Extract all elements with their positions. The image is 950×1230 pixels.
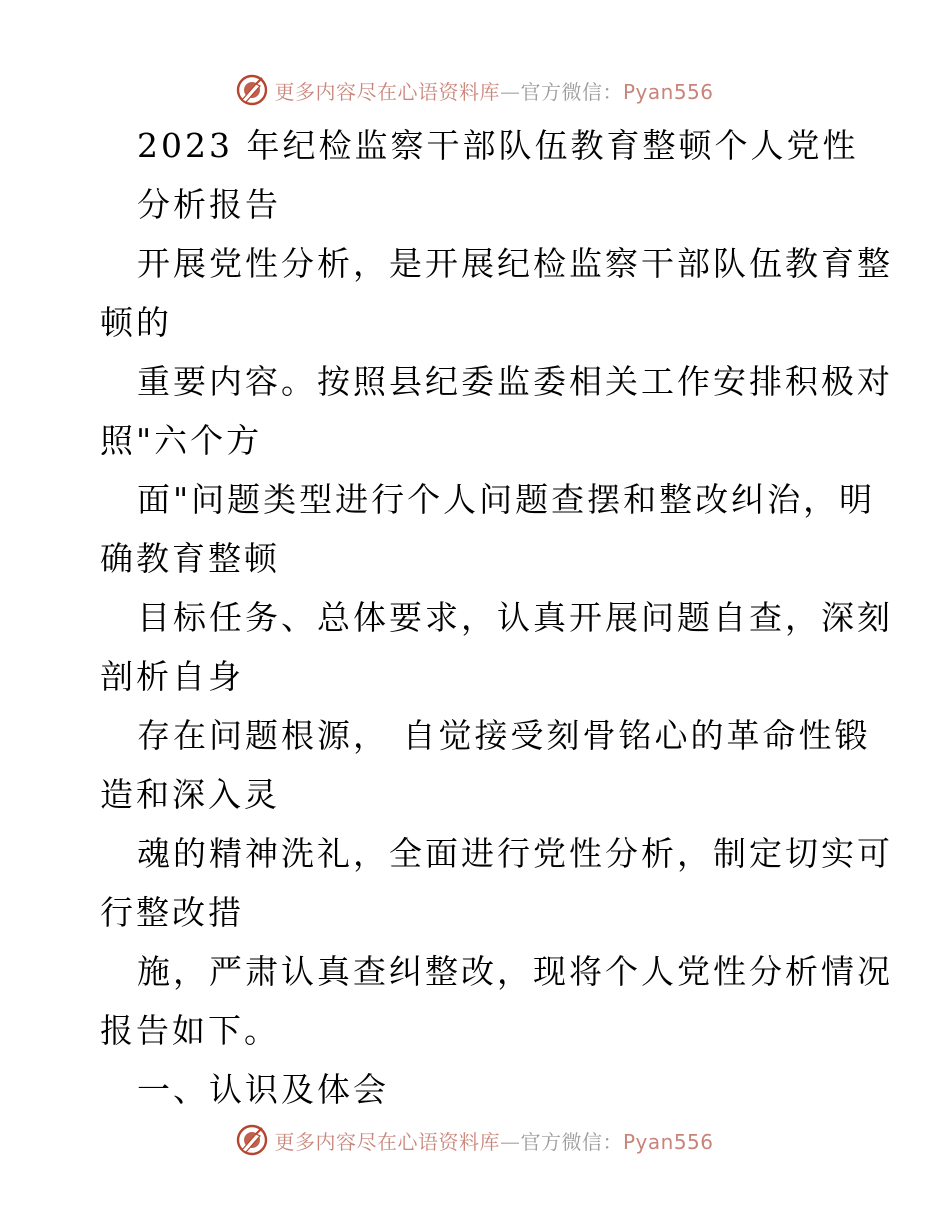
doc-line: 目标任务、总体要求，认真开展问题自查，深刻 — [137, 598, 893, 637]
document-body — [100, 116, 893, 1119]
doc-line: 造和深入灵 — [100, 775, 280, 814]
pen-seal-icon — [236, 74, 268, 106]
doc-line: 确教育整顿 — [100, 539, 280, 578]
doc-line: 2023 年纪检监察干部队伍教育整顿个人党性 — [137, 126, 859, 165]
doc-line: 分析报告 — [137, 185, 281, 224]
footer-watermark — [0, 1120, 950, 1160]
watermark-text — [274, 1126, 713, 1155]
watermark-wechat-id: Pyan556 — [622, 1129, 714, 1154]
doc-line: 照"六个方 — [100, 421, 263, 460]
doc-line: 重要内容。按照县纪委监委相关工作安排积极对 — [137, 362, 893, 401]
watermark-wechat-id: Pyan556 — [622, 79, 714, 104]
doc-line: 剖析自身 — [100, 657, 244, 696]
watermark-site-text: 更多内容尽在心语资料库 — [274, 1129, 500, 1154]
doc-line: 顿的 — [100, 303, 172, 342]
watermark-label: 官方微信： — [520, 79, 623, 104]
watermark-dash: — — [499, 79, 521, 104]
doc-line: 报告如下。 — [100, 1011, 280, 1050]
doc-line: 施，严肃认真查纠整改，现将个人党性分析情况 — [137, 952, 893, 991]
watermark-text — [274, 76, 713, 105]
doc-line: 存在问题根源， 自觉接受刻骨铭心的革命性锻 — [137, 716, 871, 755]
doc-line: 行整改措 — [100, 893, 244, 932]
watermark-dash: — — [499, 1129, 521, 1154]
header-watermark — [0, 70, 950, 110]
doc-line: 魂的精神洗礼，全面进行党性分析，制定切实可 — [137, 834, 893, 873]
doc-line: 开展党性分析，是开展纪检监察干部队伍教育整 — [137, 244, 893, 283]
watermark-label: 官方微信： — [520, 1129, 623, 1154]
pen-seal-icon — [236, 1124, 268, 1156]
watermark-site-text: 更多内容尽在心语资料库 — [274, 79, 500, 104]
doc-line: 面"问题类型进行个人问题查摆和整改纠治，明 — [137, 480, 876, 519]
doc-line: 一、认识及体会 — [137, 1070, 389, 1109]
